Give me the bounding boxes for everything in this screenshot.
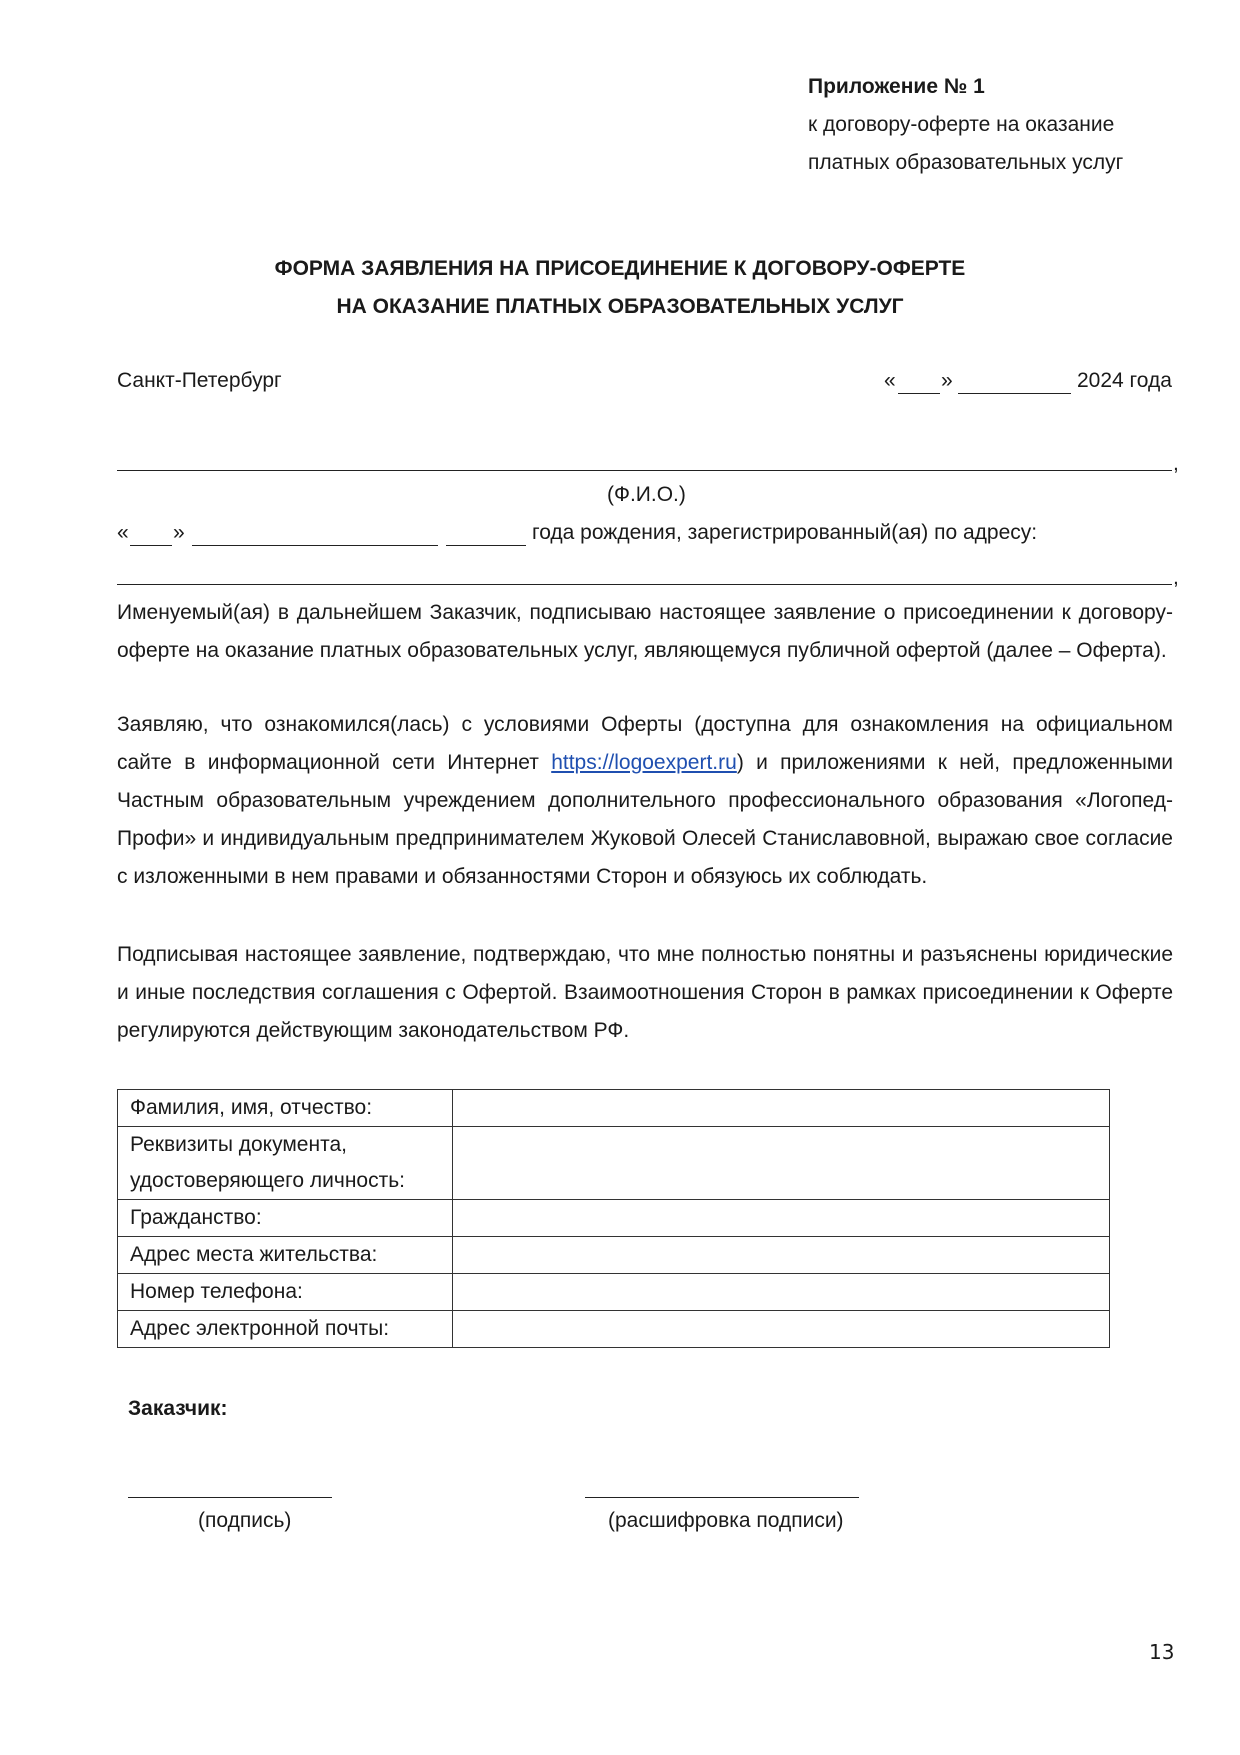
- table-row-label-line-2: удостоверяющего личность:: [130, 1169, 405, 1192]
- appendix-line-2: платных образовательных услуг: [808, 151, 1124, 174]
- birth-month-blank[interactable]: [192, 545, 438, 546]
- appendix-block: [808, 68, 1123, 182]
- address-comma: ,: [1173, 566, 1179, 589]
- table-row: [118, 1237, 1110, 1274]
- table-row-label: Адрес места жительства:: [118, 1237, 453, 1274]
- table-row: [118, 1311, 1110, 1348]
- customer-label: Заказчик:: [128, 1397, 228, 1420]
- paragraph-acquainted: [117, 706, 1173, 896]
- table-row-label: Фамилия, имя, отчество:: [118, 1090, 453, 1127]
- address-blank-line[interactable]: [117, 584, 1172, 585]
- table-row: [118, 1200, 1110, 1237]
- appendix-label: Приложение № 1: [808, 75, 985, 98]
- table-row: [118, 1274, 1110, 1311]
- website-link[interactable]: https://logoexpert.ru: [551, 751, 737, 774]
- table-row-label: Номер телефона:: [118, 1274, 453, 1311]
- table-row-label: [118, 1127, 453, 1200]
- date-day-open: «: [884, 369, 896, 392]
- date-day-blank[interactable]: [898, 393, 940, 394]
- table-row: [118, 1090, 1110, 1127]
- form-title-line-1: ФОРМА ЗАЯВЛЕНИЯ НА ПРИСОЕДИНЕНИЕ К ДОГОВОРУ-ОФЕРТЕ: [274, 257, 966, 280]
- table-row-label-line-1: Реквизиты документа,: [130, 1133, 347, 1156]
- customer-info-table: [117, 1089, 1110, 1348]
- table-row-value-address[interactable]: [453, 1237, 1110, 1274]
- paragraph-acquainted-part-1: Заявляю, что ознакомился(лась) с условиями Оферты (доступна для ознакомления на официальном сайте в информационной сети Интернет: [117, 713, 1173, 774]
- birth-text: года рождения, зарегистрированный(ая) по адресу:: [532, 521, 1038, 544]
- paragraph-customer-statement: Именуемый(ая) в дальнейшем Заказчик, подписываю настоящее заявление о присоединении к договору-оферте на оказание платных образовательных услуг, являющемуся публичной офертой (далее – Оферта).: [117, 601, 1173, 662]
- form-title-line-2: НА ОКАЗАНИЕ ПЛАТНЫХ ОБРАЗОВАТЕЛЬНЫХ УСЛУГ: [336, 295, 904, 318]
- date-month-blank[interactable]: [958, 393, 1071, 394]
- birth-year-blank[interactable]: [446, 545, 526, 546]
- birth-day-close: »: [173, 521, 185, 544]
- signature-decode-caption: (расшифровка подписи): [608, 1509, 844, 1532]
- fio-comma: ,: [1173, 452, 1179, 475]
- signature-decode-blank-line[interactable]: [585, 1497, 859, 1498]
- table-row-value-fio[interactable]: [453, 1090, 1110, 1127]
- city: Санкт-Петербург: [117, 369, 282, 392]
- signature-caption: (подпись): [198, 1509, 292, 1532]
- table-row-label: Адрес электронной почты:: [118, 1311, 453, 1348]
- birth-day-blank[interactable]: [130, 545, 172, 546]
- date-day-close: »: [941, 369, 953, 392]
- paragraph-acquainted-part-2: ) и приложениями к ней, предложенными Частным образовательным учреждением дополнительного профессионального образования «Логопед-Профи» и индивидуальным предпринимателем Жуковой Олесей Станиславовной, выражаю свое согласие с изложенными в нем правами и обязанностями Сторон и обязуюсь их соблюдать.: [117, 751, 1173, 888]
- table-row-value-phone[interactable]: [453, 1274, 1110, 1311]
- fio-caption: (Ф.И.О.): [607, 483, 686, 506]
- table-row-value-citizenship[interactable]: [453, 1200, 1110, 1237]
- date-year-text: 2024 года: [1077, 369, 1172, 392]
- paragraph-consequences: Подписывая настоящее заявление, подтверждаю, что мне полностью понятны и разъяснены юридические и иные последствия соглашения с Офертой. Взаимоотношения Сторон в рамках присоединении к Оферте регулируются действующим законодательством РФ.: [117, 943, 1173, 1042]
- fio-blank-line[interactable]: [117, 470, 1172, 471]
- table-row: [118, 1127, 1110, 1200]
- appendix-line-1: к договору-оферте на оказание: [808, 113, 1115, 136]
- table-row-value-email[interactable]: [453, 1311, 1110, 1348]
- table-row-label: Гражданство:: [118, 1200, 453, 1237]
- signature-blank-line[interactable]: [128, 1497, 332, 1498]
- table-row-value-document[interactable]: [453, 1127, 1110, 1200]
- birth-day-open: «: [117, 521, 129, 544]
- page-number: 13: [1149, 1640, 1175, 1664]
